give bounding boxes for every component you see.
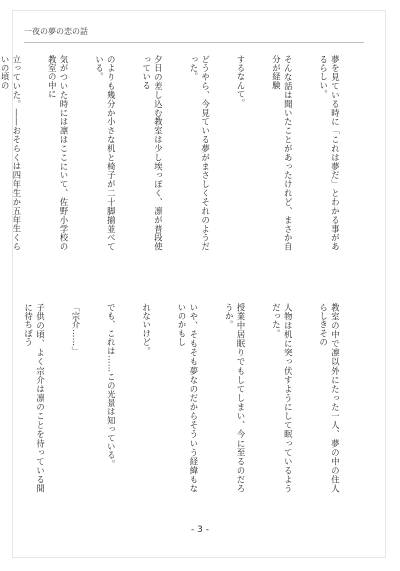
text-column: どうやら、今見ている夢がまさしくそれのようだった。 (188, 55, 211, 251)
text-column: 人物は机に突っ伏すようにして眠っているようだった。 (271, 303, 294, 493)
text-column: するなんて。 (236, 55, 247, 108)
text-column: いや、そもそも夢なのだからそういう経緯もないのかもし (177, 303, 199, 493)
text-column: れないけど。 (141, 303, 152, 356)
text-column: のよりも幾分か小さな机と椅子が二十脚揃並べている。 (94, 55, 117, 251)
header-rule (24, 42, 364, 43)
text-column: 気がついた時には凛はここにいて、佐野小学校の教室の中に (47, 55, 70, 251)
text-column: 授業中居眠りでもしてしまい、今に至るのだろうか。 (224, 303, 247, 493)
text-column: 夕日の差し込む教室は少し埃っぽく、凛が普段使っている (141, 55, 164, 251)
text-column: 子供の頃、よく宗介は凛のことを待っている間に待ちぼう (23, 303, 46, 493)
text-column: 「宗介……」 (70, 303, 81, 356)
running-header: 一夜の夢の恋の話 (24, 27, 88, 36)
text-column: 教室の中で凛以外にたった一人、夢の中の住人らしきその (318, 303, 341, 493)
lower-text-block (23, 303, 364, 493)
page-number: - 3 - (191, 525, 209, 535)
text-column: 立っていた。――おそらくは四年生か五年生くらいの頃の (0, 55, 22, 251)
text-column: そんな話は聞いたことがあったけれど、まさか自分が経験 (271, 55, 294, 251)
upper-text-block (0, 55, 364, 251)
text-column: 夢を見ている時に「これは夢だ」とわかる事があるらしい。 (318, 55, 341, 251)
text-column: でも、これは……この光景は知っている。 (106, 303, 117, 469)
